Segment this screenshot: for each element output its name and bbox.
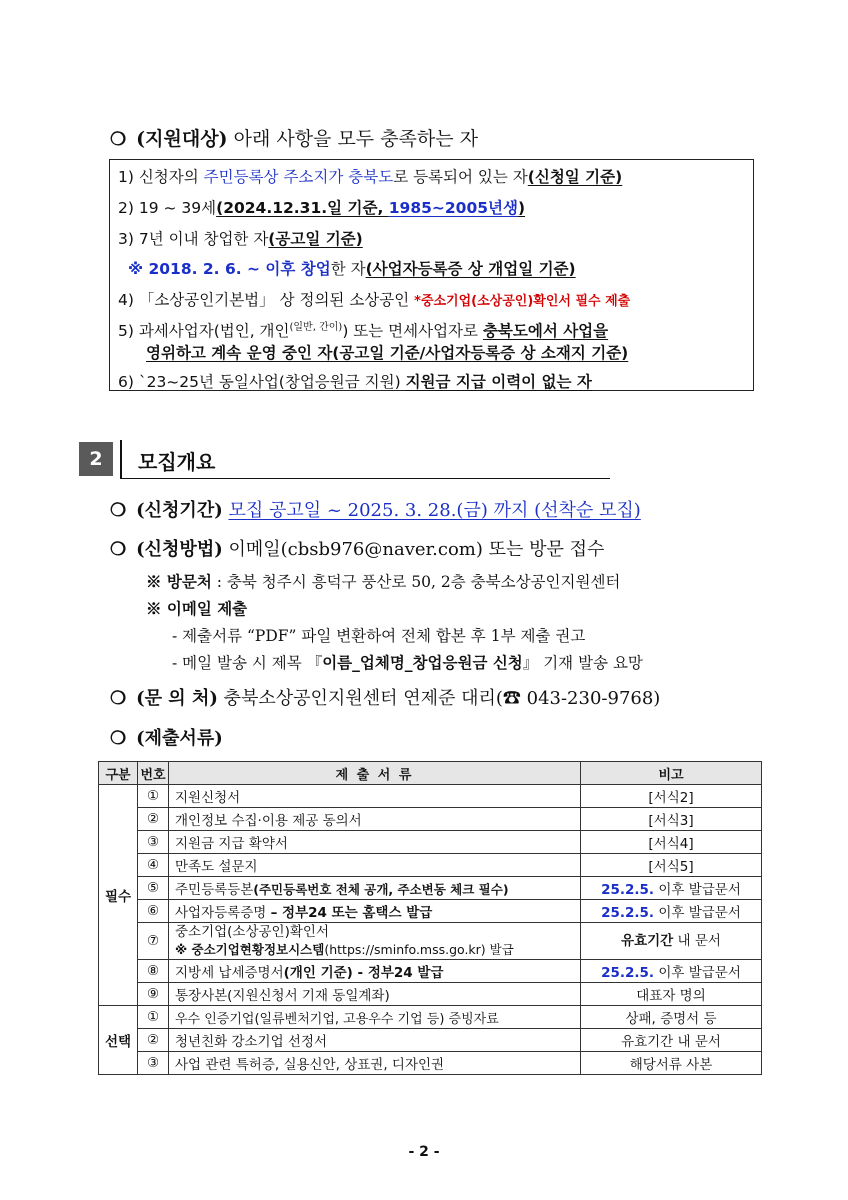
group-optional: 선택: [99, 1006, 138, 1075]
target-heading: ❍ (지원대상) 아래 사항을 모두 충족하는 자: [110, 128, 479, 150]
section-number: 2: [79, 442, 113, 476]
group-required: 필수: [99, 785, 138, 1006]
table-row: ⑥ 사업자등록증명 – 정부24 또는 홈택스 발급 25.2.5. 이후 발급문서: [99, 900, 762, 923]
table-row: ③ 사업 관련 특허증, 실용신안, 상표권, 디자인권 해당서류 사본: [99, 1052, 762, 1075]
section-title: 모집개요: [138, 450, 216, 474]
table-row: ⑦ 중소기업(소상공인)확인서 ※ 중소기업현황정보시스템(https://sminfo.mss.go.kr) 발급 유효기간 내 문서: [99, 923, 762, 960]
bullet-circle-icon: ❍: [110, 129, 127, 150]
bullet-circle-icon: ❍: [110, 688, 127, 709]
criterion-2: 2) 19 ~ 39세(2024.12.31.일 기준, 1985~2005년생): [118, 199, 526, 217]
bullet-circle-icon: ❍: [110, 500, 127, 521]
page-number: - 2 -: [408, 1144, 440, 1160]
table-row: 선택 ① 우수 인증기업(일류벤처기업, 고용우수 기업 등) 증빙자료 상패, 증명서 등: [99, 1006, 762, 1029]
criterion-3-note: ※ 2018. 2. 6. ~ 이후 창업한 자(사업자등록증 상 개업일 기준): [128, 260, 576, 278]
criterion-1: 1) 신청자의 주민등록상 주소지가 충북도로 등록되어 있는 자(신청일 기준): [118, 168, 623, 186]
criterion-6: 6) `23~25년 동일사업(창업응원금 지원) 지원금 지급 이력이 없는 자: [118, 373, 592, 391]
criteria-box: [109, 159, 754, 391]
documents-heading: ❍ (제출서류): [110, 728, 223, 749]
section-underline: [120, 478, 610, 479]
email-line-1: - 제출서류 “PDF” 파일 변환하여 전체 합본 후 1부 제출 권고: [172, 627, 586, 645]
contact-line: ❍ (문 의 처) 충북소상공인지원센터 연제준 대리(☎ 043-230-9768): [110, 688, 661, 709]
criterion-4: 4) 「소상공인기본법」 상 정의된 소상공인 *중소기업(소상공인)확인서 필수 제출: [118, 291, 631, 309]
documents-table: [98, 761, 762, 1075]
table-row: ② 개인정보 수집·이용 제공 동의서 [서식3]: [99, 808, 762, 831]
table-row: ③ 지원금 지급 확약서 [서식4]: [99, 831, 762, 854]
bullet-circle-icon: ❍: [110, 539, 127, 560]
email-label: ※ 이메일 제출: [146, 599, 248, 618]
table-row: ⑤ 주민등록등본(주민등록번호 전체 공개, 주소변동 체크 필수) 25.2.5. 이후 발급문서: [99, 877, 762, 900]
table-row: 필수 ① 지원신청서 [서식2]: [99, 785, 762, 808]
table-row: ④ 만족도 설문지 [서식5]: [99, 854, 762, 877]
visit-line: ※ 방문처 : 충북 청주시 흥덕구 풍산로 50, 2층 충북소상공인지원센터: [146, 572, 621, 591]
method-line: ❍ (신청방법) 이메일(cbsb976@naver.com) 또는 방문 접수: [110, 539, 605, 560]
criterion-5-cont: 영위하고 계속 운영 중인 자(공고일 기준/사업자등록증 상 소재지 기준): [146, 344, 629, 362]
table-row: ⑨ 통장사본(지원신청서 기재 동일계좌) 대표자 명의: [99, 983, 762, 1006]
table-header-row: 구분 번호 제 출 서 류 비고: [99, 762, 762, 785]
table-row: ⑧ 지방세 납세증명서(개인 기준) - 정부24 발급 25.2.5. 이후 발급문서: [99, 960, 762, 983]
email-line-2: - 메일 발송 시 제목 『이름_업체명_창업응원금 신청』 기재 발송 요망: [172, 653, 643, 672]
table-row: ② 청년친화 강소기업 선정서 유효기간 내 문서: [99, 1029, 762, 1052]
period-line: ❍ (신청기간) 모집 공고일 ~ 2025. 3. 28.(금) 까지 (선착순 모집): [110, 500, 641, 521]
section-divider: [120, 440, 122, 478]
criterion-5: 5) 과세사업자(법인, 개인$^{(일반, 간이)}$) 또는 면세사업자로 충북도에서 사업을: [118, 322, 609, 341]
criterion-3: 3) 7년 이내 창업한 자(공고일 기준): [118, 230, 363, 248]
bullet-circle-icon: ❍: [110, 728, 127, 749]
